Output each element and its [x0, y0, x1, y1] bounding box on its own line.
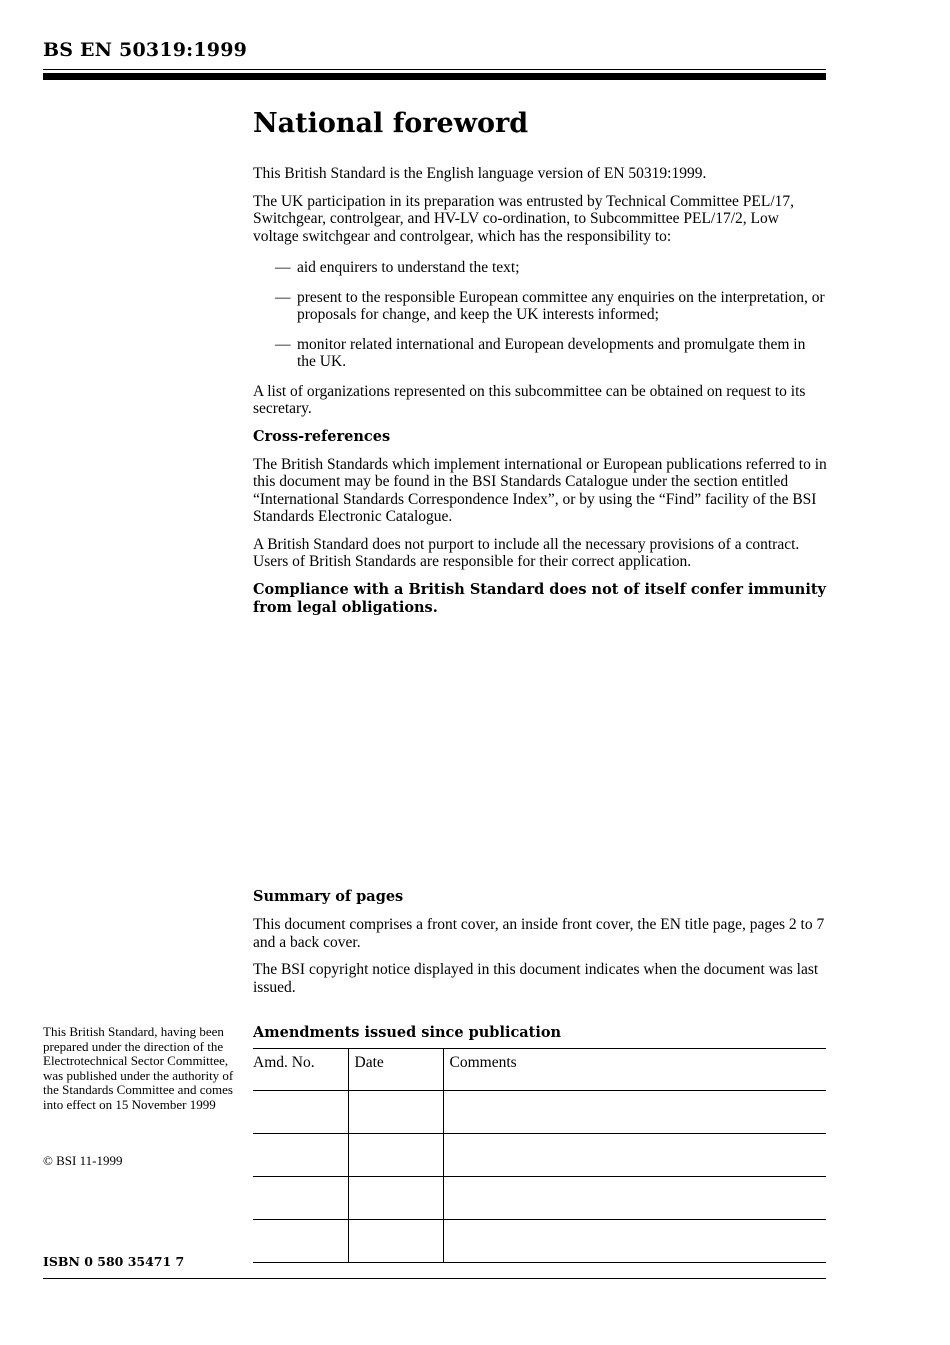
summary-paragraph-1: This document comprises a front cover, an inside front cover, the EN title page, pages 2 to 7 and a back cover. [253, 916, 825, 951]
column-header-date: Date [348, 1049, 443, 1091]
document-identifier: BS EN 50319:1999 [43, 39, 248, 61]
table-cell [443, 1177, 826, 1220]
amendments-heading: Amendments issued since publication [253, 1024, 562, 1041]
table-row [253, 1177, 826, 1220]
list-item [275, 289, 828, 324]
summary-section [253, 888, 828, 1006]
publication-note: This British Standard, having been prepared under the direction of the Electrotechnical Sector Committee, was published under the authority of the Standards Committee and comes into effect on 15 November 1999 [43, 1024, 234, 1112]
cross-references-paragraph-1: The British Standards which implement international or European publications referred to in this document may be found in the BSI Standards Catalogue under the section entitled “International Standards Correspondence Index”, or by using the “Find” facility of the BSI Standards Electronic Catalogue. [253, 455, 827, 525]
compliance-statement: Compliance with a British Standard does not of itself confer immunity from legal obligations. [253, 580, 826, 616]
cross-references-heading: Cross-references [253, 427, 391, 445]
table-row [253, 1220, 826, 1263]
list-item-text: monitor related international and European developments and promulgate them in the UK. [297, 335, 806, 370]
table-header-row [253, 1049, 826, 1091]
dash-bullet: — [275, 288, 291, 306]
table-cell [348, 1134, 443, 1177]
header-rule-thick [43, 73, 826, 80]
table-cell [443, 1134, 826, 1177]
table-cell [348, 1220, 443, 1263]
organizations-note: A list of organizations represented on this subcommittee can be obtained on request to its secretary. [253, 382, 806, 417]
cross-references-paragraph-2: A British Standard does not purport to include all the necessary provisions of a contract. Users of British Standards are responsible for their correct application. [253, 535, 800, 570]
intro-paragraph-2: The UK participation in its preparation was entrusted by Technical Committee PEL/17, Switchgear, controlgear, and HV-LV co-ordination, to Subcommittee PEL/17/2, Low voltage switchgear and controlgear, which has the responsibility to: [253, 192, 794, 245]
table-row [253, 1134, 826, 1177]
table-cell [443, 1220, 826, 1263]
copyright-notice: © BSI 11-1999 [43, 1153, 123, 1168]
header-rule-thin [43, 69, 826, 70]
column-header-amd-no: Amd. No. [253, 1049, 348, 1091]
dash-bullet: — [275, 335, 291, 353]
dash-bullet: — [275, 259, 291, 276]
table-cell [348, 1177, 443, 1220]
footer-rule [43, 1278, 826, 1279]
list-item-text: present to the responsible European committee any enquiries on the interpretation, or proposals for change, and keep the UK interests informed; [297, 288, 825, 323]
column-header-comments: Comments [443, 1049, 826, 1091]
table-cell [348, 1091, 443, 1134]
page-title: National foreword [253, 108, 529, 139]
isbn: ISBN 0 580 35471 7 [43, 1254, 185, 1269]
table-cell [443, 1091, 826, 1134]
table-cell [253, 1220, 348, 1263]
list-item [275, 336, 828, 371]
list-item-text: aid enquirers to understand the text; [297, 259, 520, 276]
list-item [275, 259, 828, 277]
foreword-body [253, 165, 828, 627]
table-cell [253, 1134, 348, 1177]
table-cell [253, 1177, 348, 1220]
table-cell [253, 1091, 348, 1134]
summary-paragraph-2: The BSI copyright notice displayed in this document indicates when the document was last issued. [253, 961, 819, 996]
responsibility-list [275, 259, 828, 371]
table-row [253, 1091, 826, 1134]
amendments-table [253, 1048, 826, 1263]
intro-paragraph-1: This British Standard is the English language version of EN 50319:1999. [253, 165, 707, 182]
summary-heading: Summary of pages [253, 888, 404, 905]
